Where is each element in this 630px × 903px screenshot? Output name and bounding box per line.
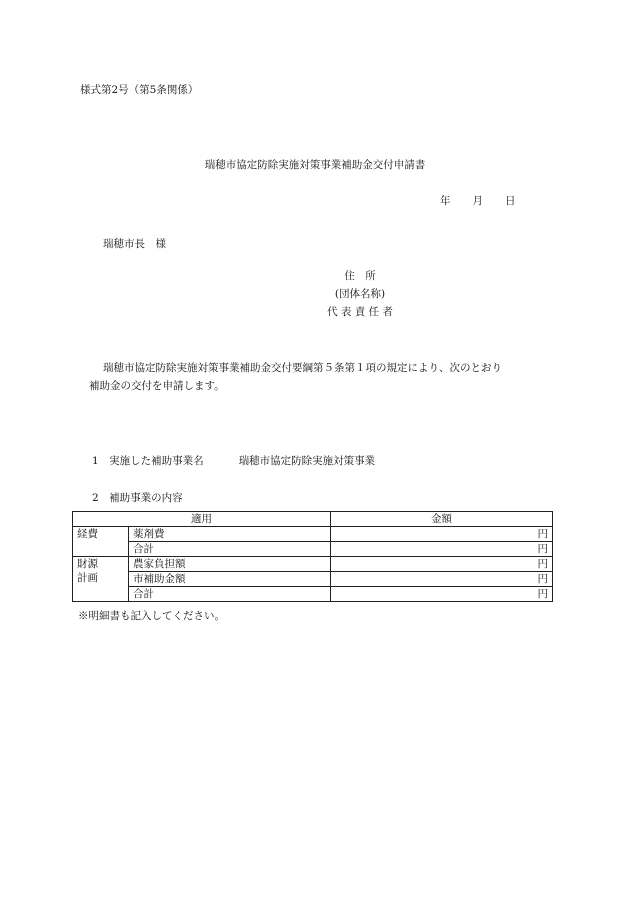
row-label: 合計: [129, 587, 331, 602]
category-funding: [73, 557, 129, 602]
expense-table: [72, 511, 553, 602]
document-title: 瑞穂市協定防除実施対策事業補助金交付申請書: [204, 159, 426, 171]
amount-cell: 円: [331, 527, 553, 542]
date-day: 日: [505, 195, 516, 207]
date-line: [440, 193, 516, 208]
body-line-2: 補助金の交付を申請します。: [89, 380, 225, 392]
row-label: 農家負担額: [129, 557, 331, 572]
date-year: 年: [440, 195, 451, 207]
table-row: [73, 572, 553, 587]
header-item: 適用: [73, 512, 331, 527]
amount-cell: 円: [331, 587, 553, 602]
row-label: 合計: [129, 542, 331, 557]
applicant-block: [300, 267, 420, 321]
applicant-address-label: 住 所: [344, 270, 376, 282]
table-row: [73, 587, 553, 602]
form-number: 様式第2号（第5条関係）: [80, 84, 199, 96]
body-text: [89, 359, 559, 395]
row-label: 市補助金額: [129, 572, 331, 587]
body-line-1: 瑞穂市協定防除実施対策事業補助金交付要綱第５条第１項の規定により、次のとおり: [103, 362, 502, 374]
applicant-representative-label: 代 表 責 任 者: [327, 306, 393, 318]
amount-cell: 円: [331, 572, 553, 587]
item-1: [92, 453, 375, 468]
date-month: 月: [472, 195, 483, 207]
header-amount: 金額: [331, 512, 553, 527]
category-expenses: 経費: [73, 527, 129, 557]
footnote: ※明細書も記入してください。: [78, 610, 225, 622]
category-funding-line-1: 財源: [77, 558, 98, 570]
item-2-label: 2 補助事業の内容: [92, 492, 183, 504]
applicant-organization-label: (団体名称): [334, 288, 386, 300]
table-row: [73, 527, 553, 542]
table-row: [73, 557, 553, 572]
item-1-label: 1 実施した補助事業名: [92, 455, 204, 467]
table-header-row: [73, 512, 553, 527]
item-1-value: 瑞穂市協定防除実施対策事業: [238, 455, 376, 467]
amount-cell: 円: [331, 557, 553, 572]
row-label: 薬剤費: [129, 527, 331, 542]
category-funding-line-2: 計画: [77, 572, 98, 584]
table-row: [73, 542, 553, 557]
amount-cell: 円: [331, 542, 553, 557]
addressee: 瑞穂市長 様: [103, 238, 166, 250]
